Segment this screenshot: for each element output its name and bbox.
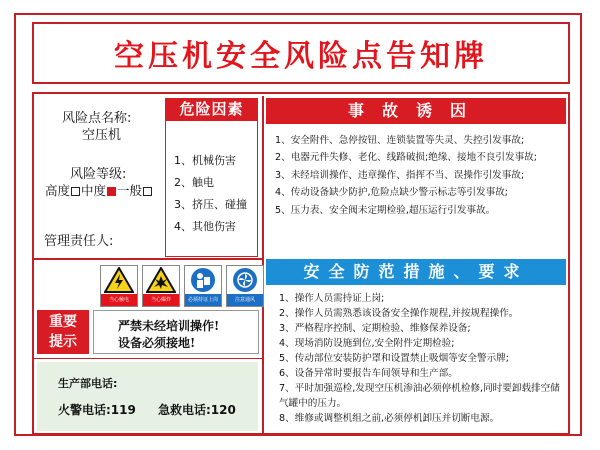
checkbox-low	[143, 187, 152, 196]
warning-text	[118, 318, 219, 352]
sign-explosion	[142, 265, 180, 307]
prevention-list	[279, 291, 565, 426]
sign-caption: 当心触电	[101, 294, 137, 306]
important-label-1: 重要	[49, 314, 77, 330]
page-title: 空压机安全风险点告知牌	[114, 39, 488, 74]
explosion-warning-icon	[143, 266, 179, 294]
prevention-item: 6、设备异常时要报告车间领导和生产部。	[279, 368, 458, 379]
risk-level-mid: 中度	[81, 183, 107, 198]
sign-ventilation	[226, 265, 264, 307]
hazard-item: 4、其他伤害	[174, 220, 236, 233]
hazard-item: 3、挤压、碰撞	[174, 198, 247, 211]
cause-item: 1、安全附件、急停按钮、连锁装置等失灵、失控引发事故;	[275, 135, 525, 146]
cause-header: 事故诱因	[266, 98, 566, 124]
hazard-item: 2、触电	[174, 176, 214, 189]
hazard-list	[174, 150, 247, 238]
emergency-phone: 急救电话:120	[158, 403, 236, 417]
prevention-item: 5、传动部位安装防护罩和设置禁止吸烟等安全警示牌;	[279, 353, 509, 364]
title-box	[32, 22, 570, 84]
certificate-required-icon	[185, 266, 221, 294]
prevention-item: 1、操作人员需持证上岗;	[279, 293, 385, 304]
contact-panel	[37, 362, 258, 431]
safety-signs	[100, 265, 264, 307]
risk-name-value: 空压机	[82, 128, 122, 143]
prevention-item: 8、维修或调整机组之前,必须停机卸压并切断电源。	[279, 413, 500, 424]
risk-level-high: 高度	[45, 183, 71, 198]
risk-level-label: 风险等级:	[70, 167, 127, 182]
cause-item: 4、传动设备缺少防护,危险点缺少警示标志等引发事故;	[275, 187, 509, 199]
prevention-header: 安全防范措施、要求	[266, 259, 566, 285]
fire-phone: 火警电话:119	[58, 403, 136, 417]
risk-level-options	[45, 181, 153, 199]
important-badge	[37, 310, 89, 354]
checkbox-mid-checked	[107, 187, 116, 196]
production-phone-label: 生产部电话:	[58, 377, 118, 390]
risk-level-low: 一般	[117, 183, 143, 198]
warning-line-1: 严禁未经培训操作!	[118, 319, 220, 333]
checkbox-high	[71, 187, 80, 196]
left-divider	[34, 258, 263, 260]
left-divider-lower	[34, 358, 263, 359]
cause-item: 2、电器元件失修、老化、线路破损;绝缘、接地不良引发事故;	[275, 152, 538, 164]
cause-item: 3、未经培训操作、违章操作、指挥不当、误操作引发事故;	[275, 169, 525, 181]
prevention-item: 3、严格程序控制、定期检验、维修保养设备;	[279, 323, 471, 334]
warning-line-2: 设备必须接地!	[118, 336, 196, 350]
prevention-item: 4、现场消防设施到位,安全附件定期检验;	[279, 338, 455, 349]
risk-name-label: 风险点名称:	[62, 111, 132, 126]
sign-caption: 当心爆炸	[143, 294, 179, 306]
sign-certificate	[184, 265, 222, 307]
prevention-item: 7、平时加强巡检,发现空压机渗油必须停机检修,同时要卸载排空储气罐中的压力。	[279, 383, 560, 409]
cause-list	[275, 132, 565, 219]
responsible-label: 管理责任人:	[44, 234, 114, 249]
sign-electric	[100, 265, 138, 307]
important-label-2: 提示	[49, 334, 77, 350]
sign-caption: 必须持证上岗	[185, 294, 221, 306]
electric-warning-icon	[101, 266, 137, 294]
hazard-header: 危险因素	[165, 98, 258, 120]
sign-caption: 注意通风	[227, 294, 263, 306]
prevention-item: 2、操作人员需熟悉该设备安全操作规程,并按规程操作。	[279, 308, 519, 319]
hazard-item: 1、机械伤害	[174, 154, 236, 167]
cause-item: 5、压力表、安全阀未定期检验,超压运行引发事故。	[275, 204, 496, 216]
ventilation-icon	[227, 266, 263, 294]
